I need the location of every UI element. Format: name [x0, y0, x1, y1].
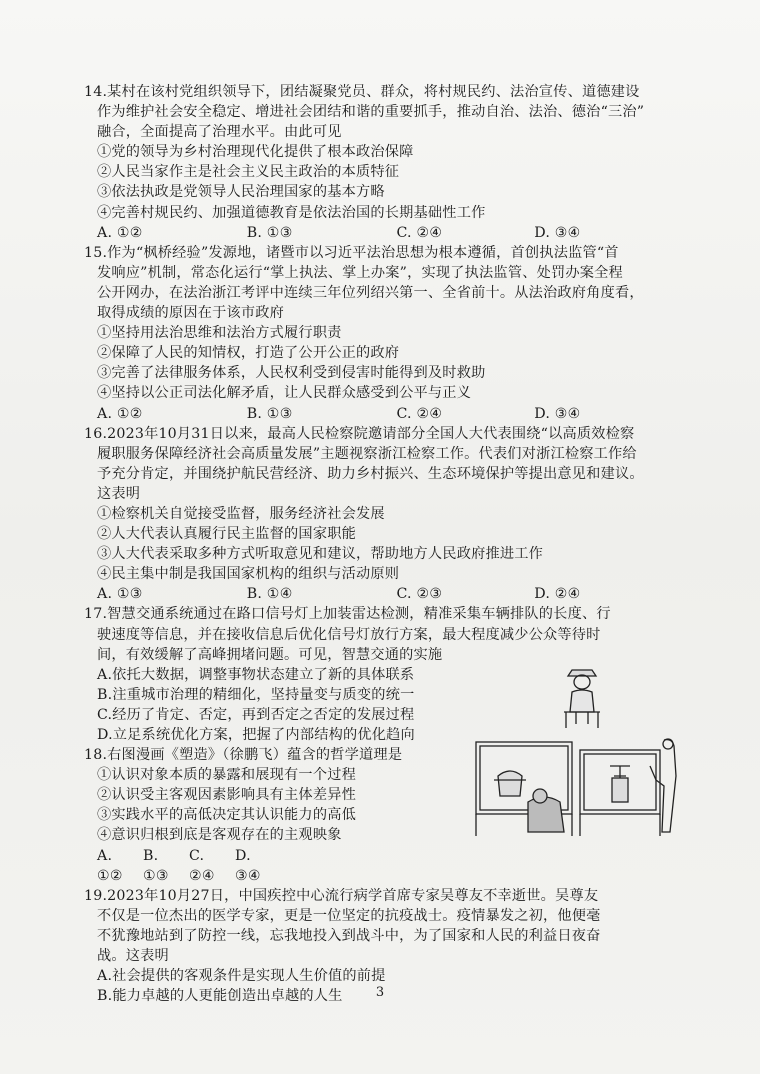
question-stem-line: 16.2023年10月31日以来，最高人民检察院邀请部分全国人大代表围绕“以高质效检察 [84, 425, 635, 442]
option-d: D. ②④ [534, 586, 581, 603]
option-b: B. ①④ [246, 586, 293, 603]
question-stem-line: 19.2023年10月27日，中国疾控中心流行病学首席专家吴尊友不幸逝世。吴尊友 [84, 887, 599, 904]
option-b: B. ①③ [143, 847, 169, 884]
option-a: A. ①② [97, 847, 123, 884]
question-stem-line: 发响应”机制，常态化运行“掌上执法、掌上办案”，实现了执法监管、处罚办案全程 [97, 264, 623, 281]
question-stem-line: 融合，全面提高了治理水平。由此可见 [97, 124, 342, 141]
statement-item: ④完善村规民约、加强道德教育是依法治国的长期基础性工作 [97, 204, 486, 221]
choice-item: B.注重城市治理的精细化，坚持量变与质变的统一 [97, 686, 415, 703]
statement-item: ②保障了人民的知情权，打造了公开公正的政府 [97, 345, 400, 362]
choice-item: C.经历了肯定、否定，再到否定之否定的发展过程 [97, 706, 415, 723]
statement-item: ②人民当家作主是社会主义民主政治的本质特征 [97, 164, 400, 181]
question-stem-line: 履职服务保障经济社会高质量发展”主题视察浙江检察工作。代表们对浙江检察工作给 [97, 445, 637, 462]
statement-item: ③人大代表采取多种方式听取意见和建议，帮助地方人民政府推进工作 [97, 546, 544, 563]
question-stem-line: 作为维护社会安全稳定、增进社会团结和谐的重要抓手，推动自治、法治、德治“三治” [97, 104, 645, 121]
answer-options [84, 223, 684, 243]
statement-item: ④坚持以公正司法化解矛盾，让人民群众感受到公平与正义 [97, 385, 472, 402]
statement-item: ④意识归根到底是客观存在的主观映象 [97, 827, 342, 844]
option-b: B. ①③ [246, 405, 293, 422]
option-d: D. ③④ [534, 405, 581, 422]
question-list [84, 82, 684, 1006]
answer-options [84, 584, 684, 604]
choice-item: D.立足系统优化方案，把握了内部结构的优化趋向 [97, 727, 415, 743]
question-stem-line: 这表明 [97, 485, 141, 502]
answer-options [84, 846, 684, 886]
question-14 [84, 82, 684, 243]
question-stem-line: 取得成绩的原因在于该市政府 [97, 305, 285, 322]
statement-item: ④民主集中制是我国国家机构的组织与活动原则 [97, 566, 400, 583]
question-stem-line: 予充分肯定，并围绕护航民营经济、助力乡村振兴、生态环境保护等提出意见和建议。 [97, 465, 644, 482]
question-stem-line: 不仅是一位杰出的医学专家，更是一位坚定的抗疫战士。疫情暴发之初，他便毫 [97, 907, 601, 924]
statement-item: ①认识对象本质的暴露和展现有一个过程 [97, 767, 356, 784]
option-c: C. ②③ [396, 586, 443, 603]
cartoon-seated-figure [554, 662, 610, 732]
option-d: D. ③④ [235, 847, 261, 884]
question-16 [84, 424, 684, 605]
choice-item: A.社会提供的客观条件是实现人生价值的前提 [97, 968, 386, 985]
cartoon-shaping-comic [470, 736, 686, 838]
question-stem-line: 公开网办，在法治浙江考评中连续三年位列绍兴第一、全省前十。从法治政府角度看， [97, 284, 644, 301]
statement-item: ②认识受主客观因素影响具有主体差异性 [97, 787, 356, 804]
statement-item: ③完善了法律服务体系，人民权利受到侵害时能得到及时救助 [97, 365, 486, 382]
option-c: C. ②④ [396, 224, 443, 241]
choice-item: B.能力卓越的人更能创造出卓越的人生 [97, 988, 343, 1005]
choice-item: A.依托大数据，调整事物状态建立了新的具体联系 [97, 666, 415, 683]
question-stem-line: 间，有效缓解了高峰拥堵问题。可见，智慧交通的实施 [97, 646, 443, 663]
page-number: 3 [375, 985, 385, 1000]
statement-item: ②人大代表认真履行民主监督的国家职能 [97, 526, 356, 543]
statement-item: ③依法执政是党领导人民治理国家的基本方略 [97, 184, 385, 201]
question-stem-line: 战。这表明 [97, 948, 169, 965]
question-stem-line: 不犹豫地站到了防控一线，忘我地投入到战斗中，为了国家和人民的利益日夜奋 [97, 927, 601, 944]
option-a: A. ①③ [97, 586, 143, 603]
option-b: B. ①③ [246, 224, 293, 241]
question-15 [84, 243, 684, 424]
question-stem-line: 驶速度等信息，并在接收信息后优化信号灯放行方案，最大程度减少公众等待时 [97, 626, 601, 643]
statement-item: ③实践水平的高低决定其认识能力的高低 [97, 807, 356, 824]
option-d: D. ③④ [534, 224, 581, 241]
option-a: A. ①② [97, 405, 143, 422]
statement-item: ①坚持用法治思维和法治方式履行职责 [97, 325, 342, 342]
question-stem-line: 15.作为“枫桥经验”发源地，诸暨市以习近平法治思想为根本遵循，首创执法监管“首 [84, 244, 619, 261]
question-stem-line: 18.右图漫画《塑造》（徐鹏飞）蕴含的哲学道理是 [84, 747, 403, 764]
option-c: C. ②④ [396, 405, 443, 422]
question-stem-line: 17.智慧交通系统通过在路口信号灯上加装雷达检测，精准采集车辆排队的长度、行 [84, 606, 611, 623]
statement-item: ①检察机关自觉接受监督，服务经济社会发展 [97, 505, 385, 522]
option-a: A. ①② [97, 224, 143, 241]
option-c: C. ②④ [189, 847, 215, 884]
statement-item: ①党的领导为乡村治理现代化提供了根本政治保障 [97, 144, 414, 161]
question-stem-line: 14.某村在该村党组织领导下，团结凝聚党员、群众，将村规民约、法治宣传、道德建设 [84, 84, 640, 100]
answer-options [84, 404, 684, 424]
